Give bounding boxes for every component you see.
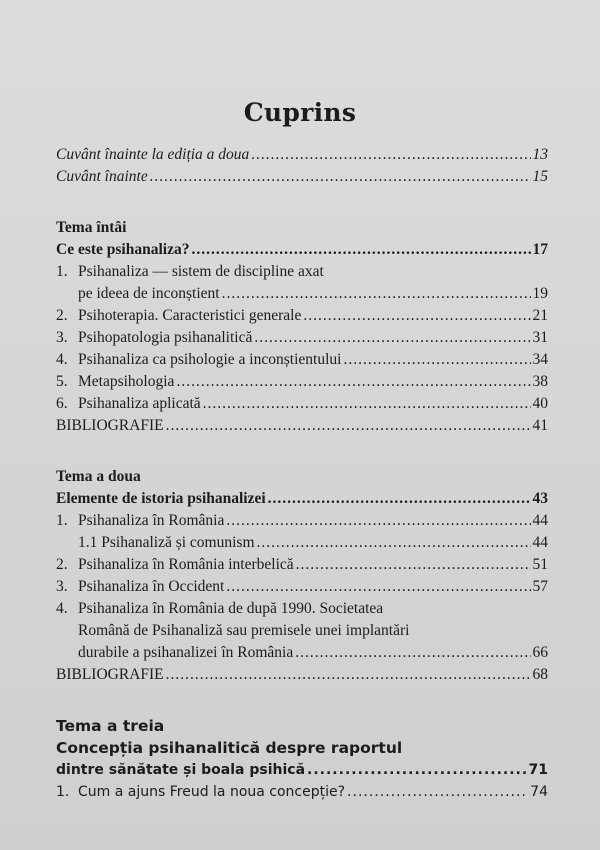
- toc-entry-theme-3-title-line1[interactable]: [56, 737, 548, 759]
- toc-entry-label: Psihanaliza în Occident: [78, 578, 225, 595]
- leader-dots: [191, 239, 530, 261]
- toc-entry-number: 6.: [56, 395, 68, 412]
- toc-entry-label: Cuvânt înainte la ediția a doua: [56, 146, 250, 163]
- toc-entry-1-1-line1[interactable]: [56, 261, 548, 283]
- toc-entry-label: BIBLIOGRAFIE: [56, 666, 164, 683]
- leader-dots: [307, 759, 526, 781]
- toc-entry-1-5[interactable]: [56, 371, 548, 393]
- leader-dots: [303, 305, 530, 327]
- toc-entry-number: 3.: [56, 329, 68, 346]
- table-of-contents: [56, 144, 548, 803]
- leader-dots: [343, 349, 530, 371]
- toc-entry-number: 4.: [56, 600, 68, 617]
- toc-entry-foreword-second-edition[interactable]: [56, 144, 548, 166]
- page-title: Cuprins: [243, 98, 357, 127]
- leader-dots: [226, 576, 530, 598]
- toc-entry-label: durabile a psihanalizei în România: [78, 644, 294, 661]
- toc-page-number: 41: [532, 417, 548, 434]
- toc-page-number: 38: [532, 373, 548, 390]
- toc-entry-label: Elemente de istoria psihanalizei: [56, 490, 266, 507]
- toc-entry-label: Psihoterapia. Caracteristici generale: [78, 307, 302, 324]
- leader-dots: [251, 144, 530, 166]
- toc-page-number: 34: [532, 351, 548, 368]
- toc-entry-number: 4.: [56, 351, 68, 368]
- leader-dots: [347, 781, 528, 803]
- leader-dots: [150, 166, 531, 188]
- leader-dots: [295, 642, 530, 664]
- toc-entry-label: pe ideea de inconștient: [78, 285, 220, 302]
- toc-entry-label: Psihanaliza ca psihologie a inconștientului: [78, 351, 342, 368]
- toc-entry-1-2[interactable]: [56, 305, 548, 327]
- leader-dots: [166, 664, 531, 686]
- toc-page-number: 19: [532, 285, 548, 302]
- toc-entry-label: Cuvânt înainte: [56, 168, 148, 185]
- leader-dots: [268, 488, 531, 510]
- toc-page-number: 31: [532, 329, 548, 346]
- toc-entry-label: BIBLIOGRAFIE: [56, 417, 164, 434]
- toc-entry-label: Psihanaliza aplicată: [78, 395, 201, 412]
- toc-entry-theme-3-title[interactable]: [56, 759, 548, 781]
- toc-page-number: 40: [532, 395, 548, 412]
- toc-page-number: 43: [532, 490, 548, 507]
- leader-dots: [176, 371, 530, 393]
- toc-entry-1-4[interactable]: [56, 349, 548, 371]
- toc-page-number: 71: [528, 762, 548, 778]
- leader-dots: [203, 393, 531, 415]
- toc-entry-label: Română de Psihanaliză sau premisele unei implantări: [78, 622, 410, 639]
- leader-dots: [296, 554, 531, 576]
- toc-entry-number: 3.: [56, 578, 68, 595]
- toc-entry-2-4[interactable]: [56, 642, 548, 664]
- toc-entry-foreword[interactable]: [56, 166, 548, 188]
- toc-entry-theme-1-title[interactable]: [56, 239, 548, 261]
- toc-page-number: 21: [532, 307, 548, 324]
- toc-entry-2-2[interactable]: [56, 554, 548, 576]
- toc-entry-1-1[interactable]: [56, 283, 548, 305]
- toc-entry-2-1[interactable]: [56, 510, 548, 532]
- toc-page-number: 74: [530, 784, 548, 800]
- toc-entry-number: 1.: [56, 784, 70, 800]
- toc-page-number: 51: [532, 556, 548, 573]
- toc-page-number: 15: [532, 168, 548, 185]
- toc-entry-label: Cum a ajuns Freud la noua concepție?: [78, 784, 346, 800]
- leader-dots: [254, 327, 530, 349]
- toc-entry-number: 2.: [56, 556, 68, 573]
- toc-page-number: 44: [532, 534, 548, 551]
- toc-entry-label: Psihanaliza în România de după 1990. Societatea: [78, 600, 384, 617]
- toc-entry-bibliography-2[interactable]: [56, 664, 548, 686]
- toc-entry-label: Psihanaliza în România interbelică: [78, 556, 294, 573]
- toc-entry-label: 1.1 Psihanaliză și comunism: [78, 534, 255, 551]
- toc-entry-2-4-line1[interactable]: [56, 598, 548, 620]
- leader-dots: [226, 510, 530, 532]
- leader-dots: [166, 415, 531, 437]
- leader-dots: [222, 283, 531, 305]
- toc-entry-label: Psihanaliza în România: [78, 512, 225, 529]
- toc-entry-2-4-line2[interactable]: [56, 620, 548, 642]
- toc-page-number: 66: [532, 644, 548, 661]
- toc-entry-3-1[interactable]: [56, 781, 548, 803]
- toc-entry-label: Metapsihologia: [78, 373, 175, 390]
- toc-entry-2-1-1[interactable]: [56, 532, 548, 554]
- toc-entry-number: 1.: [56, 512, 68, 529]
- toc-entry-1-3[interactable]: [56, 327, 548, 349]
- toc-entry-label: Concepția psihanalitică despre raportul: [56, 739, 403, 757]
- toc-entry-2-3[interactable]: [56, 576, 548, 598]
- toc-page-number: 68: [532, 666, 548, 683]
- toc-page-number: 57: [532, 578, 548, 595]
- toc-entry-theme-2-title[interactable]: [56, 488, 548, 510]
- theme-heading-3: Tema a treia: [56, 717, 165, 735]
- toc-entry-1-6[interactable]: [56, 393, 548, 415]
- toc-page-number: 44: [532, 512, 548, 529]
- toc-page-number: 13: [532, 146, 548, 163]
- toc-entry-number: 5.: [56, 373, 68, 390]
- toc-entry-label: dintre sănătate și boala psihică: [56, 762, 306, 778]
- toc-entry-label: Ce este psihanaliza?: [56, 241, 190, 258]
- toc-entry-label: Psihanaliza — sistem de discipline axat: [78, 263, 324, 280]
- toc-page-number: 17: [532, 241, 548, 258]
- toc-entry-number: 2.: [56, 307, 68, 324]
- toc-entry-bibliography-1[interactable]: [56, 415, 548, 437]
- toc-entry-number: 1.: [56, 263, 68, 280]
- toc-entry-label: Psihopatologia psihanalitică: [78, 329, 253, 346]
- leader-dots: [257, 532, 531, 554]
- theme-heading-1: Tema întâi: [56, 219, 127, 236]
- theme-heading-2: Tema a doua: [56, 468, 141, 485]
